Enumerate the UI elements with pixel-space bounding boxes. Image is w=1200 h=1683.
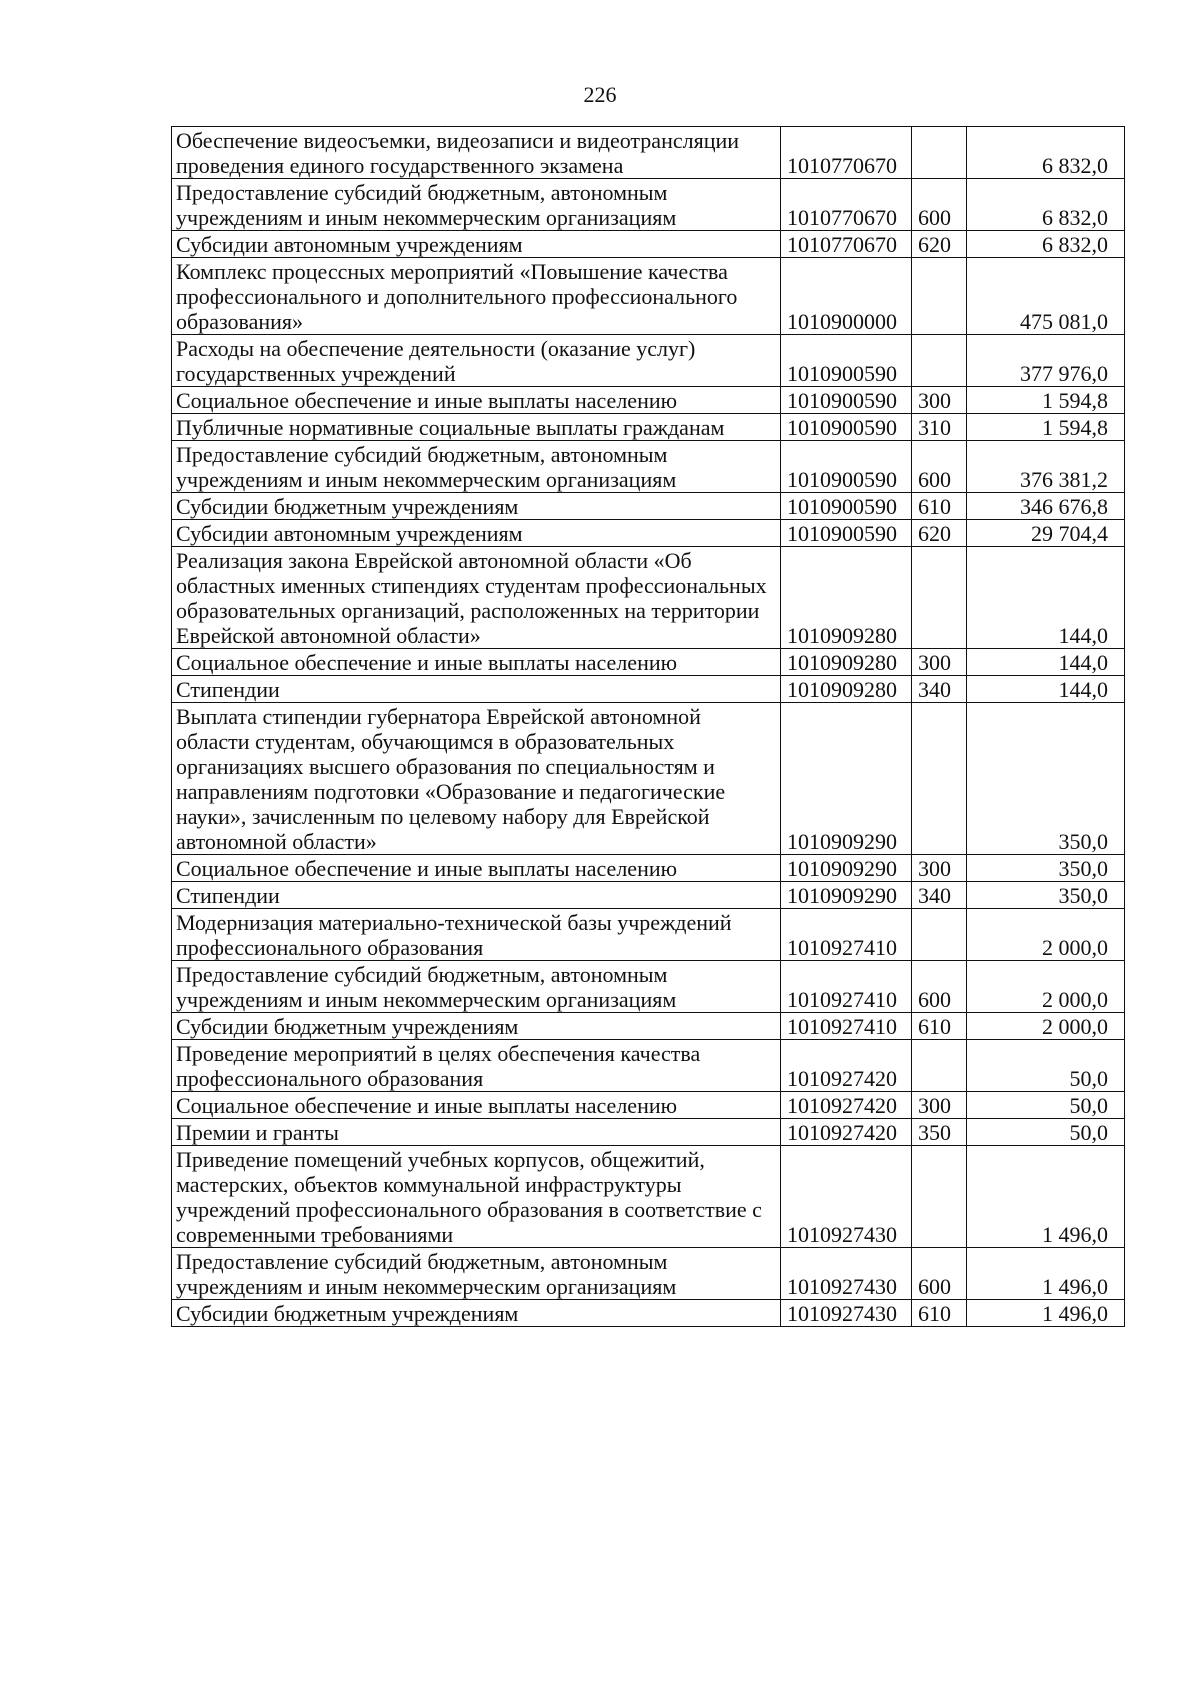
table-row <box>172 520 1125 547</box>
table-row <box>172 493 1125 520</box>
row-name: Предоставление субсидий бюджетным, автономным учреждениям и иным некоммерческим организациям <box>172 179 781 231</box>
table-row <box>172 909 1125 961</box>
row-sum: 6 832,0 <box>967 231 1125 258</box>
row-code: 1010900590 <box>781 414 912 441</box>
row-type <box>912 909 967 961</box>
table-row <box>172 258 1125 335</box>
row-sum: 144,0 <box>967 676 1125 703</box>
row-code: 1010927430 <box>781 1248 912 1300</box>
row-code: 1010909290 <box>781 855 912 882</box>
row-sum: 6 832,0 <box>967 127 1125 179</box>
row-name: Предоставление субсидий бюджетным, автономным учреждениям и иным некоммерческим организациям <box>172 961 781 1013</box>
row-type <box>912 703 967 855</box>
row-type: 600 <box>912 179 967 231</box>
row-name: Расходы на обеспечение деятельности (оказание услуг) государственных учреждений <box>172 335 781 387</box>
row-code: 1010909290 <box>781 703 912 855</box>
row-type <box>912 127 967 179</box>
table-row <box>172 882 1125 909</box>
table-row <box>172 231 1125 258</box>
row-code: 1010927420 <box>781 1040 912 1092</box>
row-name: Публичные нормативные социальные выплаты гражданам <box>172 414 781 441</box>
table-row <box>172 855 1125 882</box>
row-code: 1010909290 <box>781 882 912 909</box>
row-name: Социальное обеспечение и иные выплаты населению <box>172 649 781 676</box>
row-code: 1010900590 <box>781 441 912 493</box>
row-type: 340 <box>912 882 967 909</box>
row-name: Социальное обеспечение и иные выплаты населению <box>172 1092 781 1119</box>
row-type <box>912 547 967 649</box>
table-row <box>172 1146 1125 1248</box>
table-row <box>172 1040 1125 1092</box>
row-sum: 1 496,0 <box>967 1300 1125 1327</box>
table-row <box>172 1092 1125 1119</box>
row-name: Комплекс процессных мероприятий «Повышение качества профессионального и дополнительного профессионального образования» <box>172 258 781 335</box>
table-row <box>172 961 1125 1013</box>
row-sum: 2 000,0 <box>967 909 1125 961</box>
row-code: 1010927410 <box>781 1013 912 1040</box>
row-sum: 1 594,8 <box>967 414 1125 441</box>
row-code: 1010927420 <box>781 1092 912 1119</box>
table-row <box>172 387 1125 414</box>
row-type: 600 <box>912 441 967 493</box>
row-name: Субсидии автономным учреждениям <box>172 520 781 547</box>
row-code: 1010900590 <box>781 387 912 414</box>
row-code: 1010900590 <box>781 335 912 387</box>
row-type: 310 <box>912 414 967 441</box>
table-row <box>172 649 1125 676</box>
row-name: Стипендии <box>172 676 781 703</box>
row-name: Проведение мероприятий в целях обеспечения качества профессионального образования <box>172 1040 781 1092</box>
table-row <box>172 414 1125 441</box>
row-name: Социальное обеспечение и иные выплаты населению <box>172 855 781 882</box>
row-sum: 1 594,8 <box>967 387 1125 414</box>
table-row <box>172 127 1125 179</box>
table-row <box>172 1013 1125 1040</box>
row-type: 300 <box>912 855 967 882</box>
row-sum: 144,0 <box>967 547 1125 649</box>
row-name: Премии и гранты <box>172 1119 781 1146</box>
row-type: 300 <box>912 387 967 414</box>
row-sum: 475 081,0 <box>967 258 1125 335</box>
row-type: 300 <box>912 1092 967 1119</box>
budget-table <box>171 126 1125 1327</box>
row-type: 610 <box>912 493 967 520</box>
table-row <box>172 441 1125 493</box>
row-code: 1010770670 <box>781 179 912 231</box>
row-type: 620 <box>912 520 967 547</box>
row-name: Обеспечение видеосъемки, видеозаписи и видеотрансляции проведения единого государственного экзамена <box>172 127 781 179</box>
row-type <box>912 1146 967 1248</box>
row-code: 1010927410 <box>781 909 912 961</box>
table-row <box>172 676 1125 703</box>
row-name: Предоставление субсидий бюджетным, автономным учреждениям и иным некоммерческим организациям <box>172 1248 781 1300</box>
row-sum: 2 000,0 <box>967 1013 1125 1040</box>
row-name: Модернизация материально-технической базы учреждений профессионального образования <box>172 909 781 961</box>
row-code: 1010900590 <box>781 493 912 520</box>
row-sum: 1 496,0 <box>967 1146 1125 1248</box>
row-code: 1010927430 <box>781 1300 912 1327</box>
row-sum: 2 000,0 <box>967 961 1125 1013</box>
row-code: 1010909280 <box>781 649 912 676</box>
row-code: 1010770670 <box>781 127 912 179</box>
row-sum: 50,0 <box>967 1040 1125 1092</box>
row-name: Субсидии бюджетным учреждениям <box>172 1013 781 1040</box>
row-sum: 50,0 <box>967 1119 1125 1146</box>
row-sum: 29 704,4 <box>967 520 1125 547</box>
row-type: 610 <box>912 1300 967 1327</box>
table-row <box>172 1300 1125 1327</box>
row-code: 1010770670 <box>781 231 912 258</box>
row-sum: 50,0 <box>967 1092 1125 1119</box>
table-row <box>172 1248 1125 1300</box>
row-name: Реализация закона Еврейской автономной области «Об областных именных стипендиях студентам профессиональных образовательных организаций, расположенных на территории Еврейской автономной области» <box>172 547 781 649</box>
row-type: 620 <box>912 231 967 258</box>
table-row <box>172 547 1125 649</box>
table-row <box>172 335 1125 387</box>
row-type: 600 <box>912 1248 967 1300</box>
row-name: Предоставление субсидий бюджетным, автономным учреждениям и иным некоммерческим организациям <box>172 441 781 493</box>
row-code: 1010909280 <box>781 547 912 649</box>
row-sum: 350,0 <box>967 855 1125 882</box>
table-row <box>172 703 1125 855</box>
row-name: Выплата стипендии губернатора Еврейской автономной области студентам, обучающимся в образовательных организациях высшего образования по специальностям и направлениям подготовки «Образование и педагогические науки», зачисленным по целевому набору для Еврейской автономной области» <box>172 703 781 855</box>
row-sum: 376 381,2 <box>967 441 1125 493</box>
row-type: 340 <box>912 676 967 703</box>
row-type <box>912 335 967 387</box>
row-sum: 346 676,8 <box>967 493 1125 520</box>
row-sum: 1 496,0 <box>967 1248 1125 1300</box>
row-name: Социальное обеспечение и иные выплаты населению <box>172 387 781 414</box>
row-code: 1010927420 <box>781 1119 912 1146</box>
row-sum: 144,0 <box>967 649 1125 676</box>
row-type <box>912 258 967 335</box>
row-name: Стипендии <box>172 882 781 909</box>
row-sum: 350,0 <box>967 882 1125 909</box>
row-type: 610 <box>912 1013 967 1040</box>
row-name: Субсидии бюджетным учреждениям <box>172 493 781 520</box>
row-code: 1010900590 <box>781 520 912 547</box>
row-type <box>912 1040 967 1092</box>
row-name: Приведение помещений учебных корпусов, общежитий, мастерских, объектов коммунальной инфраструктуры учреждений профессионального образования в соответствие с современными требованиями <box>172 1146 781 1248</box>
row-code: 1010909280 <box>781 676 912 703</box>
row-name: Субсидии автономным учреждениям <box>172 231 781 258</box>
page-number: 226 <box>583 82 617 107</box>
budget-table-body <box>172 127 1125 1327</box>
row-name: Субсидии бюджетным учреждениям <box>172 1300 781 1327</box>
row-sum: 350,0 <box>967 703 1125 855</box>
table-row <box>172 179 1125 231</box>
row-code: 1010900000 <box>781 258 912 335</box>
table-row <box>172 1119 1125 1146</box>
row-code: 1010927430 <box>781 1146 912 1248</box>
row-type: 300 <box>912 649 967 676</box>
row-sum: 6 832,0 <box>967 179 1125 231</box>
row-type: 600 <box>912 961 967 1013</box>
row-sum: 377 976,0 <box>967 335 1125 387</box>
row-code: 1010927410 <box>781 961 912 1013</box>
row-type: 350 <box>912 1119 967 1146</box>
